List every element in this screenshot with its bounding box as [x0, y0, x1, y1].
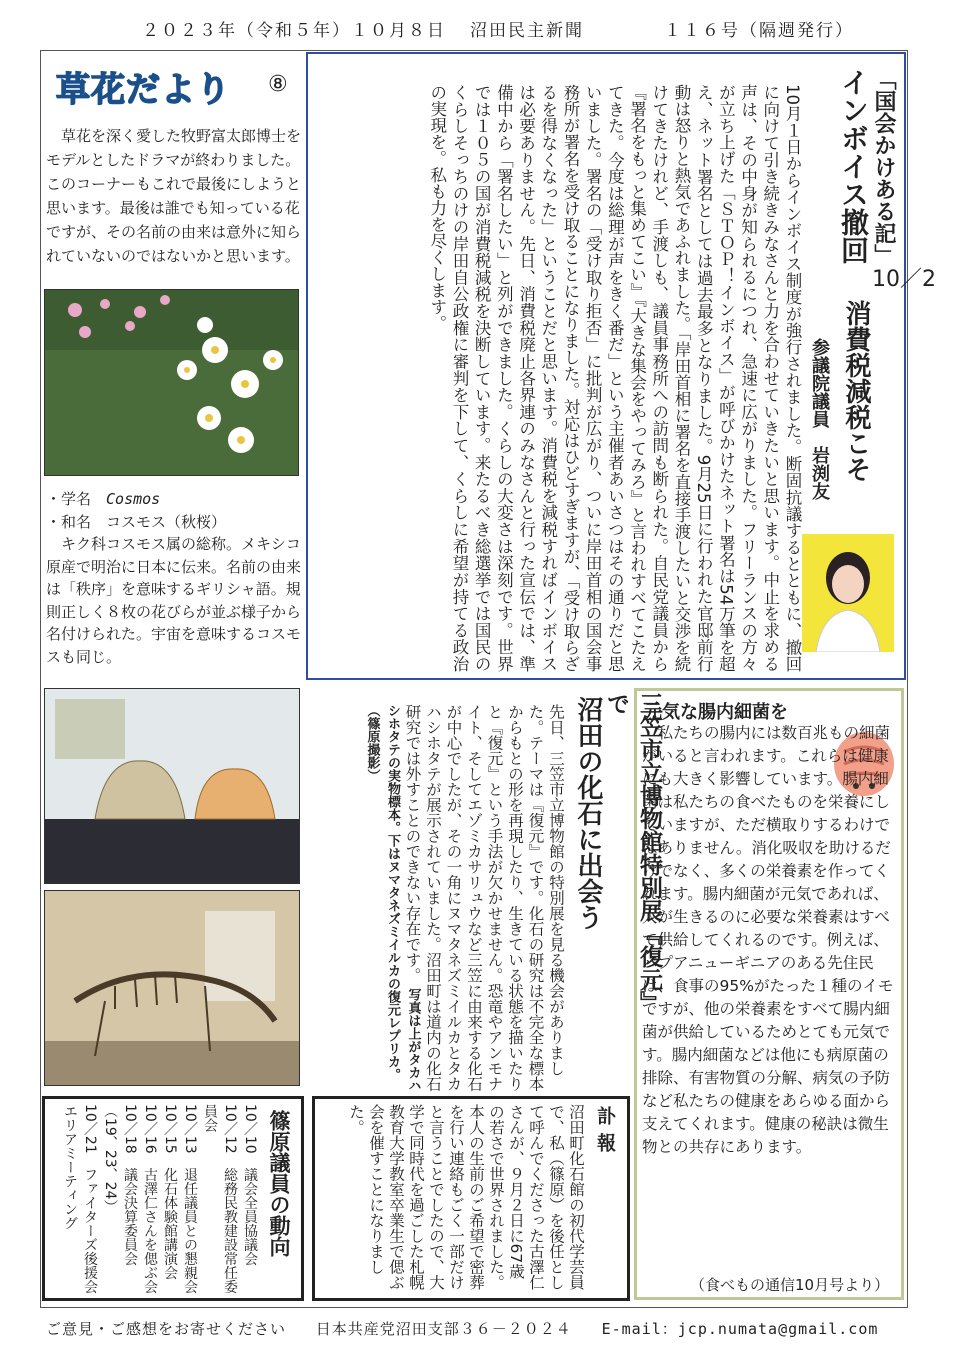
gut-body-text: 私たちの腸内には数百兆もの細菌がいると言われます。これらは健康にも大きく影響しています。腸内細菌は私たちの食べたものを栄養にしていますが、ただ横取りするわけではありません。消化吸収を助けるだけでなく、多くの栄養素を作ってくれます。腸内細菌が元気であれば、人が生きるのに必要な栄養素はすべて供給してくれるのです。例えば、パプアニューギニアのある先住民は、食事の95%がたった１種のイモですが、他の栄養素をすべて腸内細菌が供給しているためとても元気です。腸内細菌などは他にも病原菌の排除、有害物質の分解、病気の予防など私たちの健康をあらゆる面から支えてくれます。健康の秘訣は微生物との共存にあります。	[642, 724, 894, 1156]
wamei-label: ・和名	[46, 512, 92, 531]
fossil-body	[306, 704, 566, 1094]
gut-title: 元気な腸内細菌を	[644, 702, 788, 723]
gut-body	[642, 722, 898, 1159]
author-portrait	[802, 534, 894, 652]
kusabana-info	[46, 488, 302, 668]
fossil-title-2: 沼田の化石に出会う	[573, 696, 603, 930]
schedule-item: 10／21 ファイターズ後援会エリアミーティング	[62, 1104, 98, 1294]
footer-org: 日本共産党沼田支部３６－２０２４	[315, 1320, 572, 1338]
gakumei-value: Cosmos	[106, 490, 161, 508]
schedule-item: 10／10 議会全員協議会	[242, 1104, 258, 1266]
invoice-series: 「国会かけある記」	[871, 68, 896, 266]
obituary-body: 沼田町化石館の初代学芸員で、私（篠原）を後任として呼んでくださった古澤仁さんが、９月２日に67歳の若さで世界されました。本人の生前のご希望で密葬を行い連絡もごく一部だけと言うことでしたので、大学で同時代を過ごした札幌教育大学教室卒業生で偲ぶ会を催すことになりました。	[347, 1104, 585, 1290]
porpoise-illustration	[45, 891, 299, 1085]
invoice-date: 10／2	[872, 267, 936, 292]
schedule-item: 10／12 総務民教建設常任委員会	[202, 1104, 238, 1294]
schedule-item: 10／18 議会決算委員会（19、23、24）	[102, 1104, 138, 1266]
paper-name: 沼田民主新聞	[470, 21, 584, 41]
obituary-title: 訃報	[594, 1106, 616, 1160]
gut-source: （食べもの通信10月号より）	[690, 1276, 890, 1294]
scallop-fossil-photo	[44, 688, 300, 884]
schedule-item: 10／13 退任議員との懇親会	[182, 1104, 198, 1294]
fossil-body-text: 先日、三笠市立博物館の特別展を見る機会がありました。テーマは『復元』です。化石の研究は不完全な標本からもとの形を再現したり、生きている状態を描いたりと『復元』という手法が欠かせません。恐竜やアンモナイト、そしてエゾミカサリュウなど三笠に由来する化石が中心でしたが、その一角にヌマタネズミイルカとタカハシホタテが展示されていました。沼田町は道内の化石研究では外すことのできない存在です。	[403, 704, 565, 1092]
schedule-list	[64, 1104, 260, 1296]
kusabana-title: 草花だより	[56, 70, 231, 110]
kusabana-number: ⑧	[268, 72, 288, 97]
invoice-author: 参議院議員 岩渕友	[809, 338, 830, 500]
issue-date: ２０２３年（令和５年）１０月８日	[142, 21, 446, 41]
porpoise-replica-photo	[44, 890, 300, 1086]
footer	[46, 1318, 926, 1339]
invoice-title: インボイス撤回	[837, 68, 870, 264]
invoice-subtitle: 消費税減税こそ	[841, 300, 871, 482]
scallop-illustration	[45, 689, 299, 883]
fossil-caption: 写真は上がタカハシホタテの実物標本。下はヌマタネズミイルカの復元レプリカ。（篠原撮影）	[364, 704, 421, 1092]
footer-email[interactable]: E-mail：jcp.numata@gmail.com	[601, 1320, 879, 1338]
schedule-item: 10／15 化石体験館講演会	[162, 1104, 178, 1280]
fossil-title-1: 三笠市立博物館特別展『復元』で	[603, 692, 662, 1014]
masthead	[0, 12, 960, 42]
issue-number: １１６号（隔週発行）	[664, 21, 854, 41]
author-photo	[802, 534, 894, 652]
schedule-title: 篠原議員の動向	[267, 1110, 291, 1257]
gakumei-label: ・学名	[46, 490, 92, 508]
cosmos-photo	[44, 289, 299, 476]
kusabana-description: キク科コスモス属の総称。メキシコ原産で明治に日本に伝来。名前の由来は「秩序」を意味するギリシャ語。規則正しく８枚の花びらが並ぶ様子から名付けられた。宇宙を意味するコスモスも同じ。	[46, 535, 302, 666]
wamei-value: コスモス（秋桜）	[106, 512, 227, 531]
schedule-item: 10／16 古澤仁さんを偲ぶ会	[142, 1104, 158, 1294]
invoice-body: 10月１日からインボイス制度が強行されました。断固抗議するとともに、撤回に向けて引き続きみなさんと力を合わせていきたいと思います。中止を求める声は、その中身が知られるにつれ、急速に広がりました。フリーランスの方々が立ち上げた「ＳＴＯＰ！インボイス」が呼びかけたネット署名は54万筆を超え、ネット署名としては過去最多となりました。9月25日に行われた官邸前行動は怒りと熱気であふれました。「岸田首相に署名を直接手渡したいと交渉を続けてきたけれど、手渡しも、議員事務所への訪問も断られた。自民党議員から『署名をもっと集めてこい』『大きな集会をやってみろ』と言われすべてこたえてきた。今度は総理が声をきく番だ」という主催者あいさつはその通りだと思いました。署名の「受け取り拒否」に批判が広がり、ついに岸田首相の国会事務所が署名を受け取ることになりました。対応はひどすぎますが、「受け取らざるを得なくなった」ということだと思います。消費税を減税すればインボイスは必要ありません。先日、消費税廃止各界連のみなさんと行った宣伝では、準備中から「署名したい」と列ができました。くらしの大変さは深刻です。世界では１０５の国が消費税減税を決断しています。来たるべき総選挙では国民のくらしそっちのけの岸田自公政権に審判を下して、くらしに希望が持てる政治の実現を。私も力を尽くします。	[427, 84, 802, 672]
kusabana-intro: 草花を深く愛した牧野富太郎博士をモデルとしたドラマが終わりました。このコーナーもこれで最後にしようと思います。最後は誰でも知っている花ですが、その名前の由来は意外に知られていないのではないかと思います。	[46, 127, 302, 265]
cosmos-illustration	[45, 290, 298, 475]
footer-request: ご意見・ご感想をお寄せください	[46, 1320, 287, 1338]
